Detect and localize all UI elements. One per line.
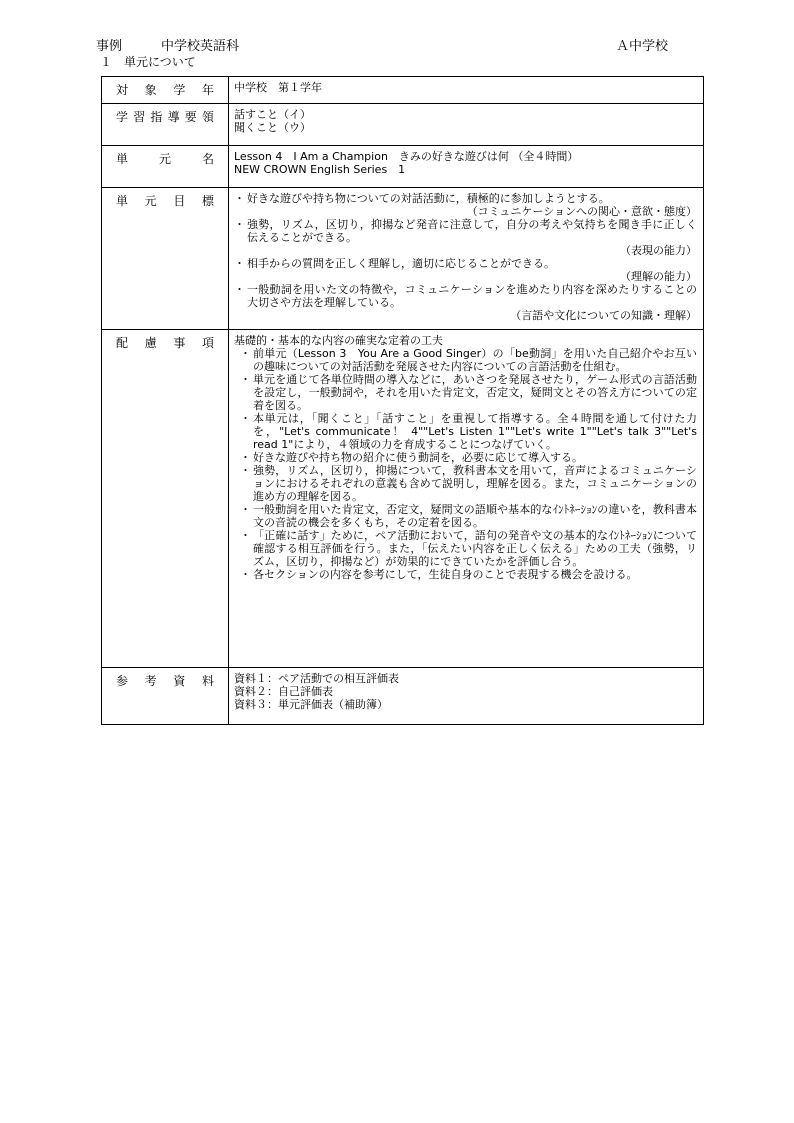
unit-textbook-line: NEW CROWN English Series 1 [234,163,406,176]
row-label-char: 名 [201,152,214,166]
row-materials [102,668,704,725]
consideration-item: ・ 前単元（Lesson 3 You Are a Good Singer）の「be動詞」を用いた自己紹介やお互いの趣味についての対話活動を発展させた内容についての言語活動を仕組む。 [240,347,697,373]
material-line: 資料１：ペア活動での相互評価表 [234,672,399,685]
row-label-char: 参 [116,674,129,688]
row-label-char: 項 [201,336,214,350]
consideration-item: ・ 単元を通じて各単位時間の導入などに，あいさつを発展させたり，ゲーム形式の言語活動を設定し，一般動詞や，それを用いた肯定文，否定文，疑問文とその答え方についての定着を図る。 [240,373,697,412]
consideration-item: ・ 一般動詞を用いた肯定文，否定文，疑問文の語順や基本的なｲﾝﾄﾈｰｼｮﾝの違いを，教科書本文の音読の機会を多くもち，その定着を図る。 [240,503,697,529]
row-label-char: 配 [116,336,129,350]
row-label-char: 領 [201,110,214,124]
row-considerations [102,330,704,668]
guideline-line: 聞くこと（ウ） [234,121,311,134]
row-label-char: 料 [201,674,214,688]
consideration-item: ・ 強勢，リズム，区切り，抑揚について，教科書本文を用いて，音声によるコミュニケーションにおけるそれぞれの意義も含めて説明し，理解を図る。また，コミュニケーションの進め方の理解を図る。 [240,464,697,503]
school-label: Ａ中学校 [616,39,669,54]
goal-viewpoint: （言語や文化についての知識・理解） [510,309,697,322]
row-label-char: 象 [144,83,157,97]
row-label-char: 元 [158,152,171,166]
row-label-char: 学 [173,83,186,97]
case-label: 事例 [96,39,123,54]
row-label-char: 指 [150,110,163,124]
row-label-char: 単 [116,194,129,208]
row-label-char: 導 [167,110,180,124]
row-label-char: 標 [201,194,214,208]
row-label-char: 慮 [144,336,157,350]
consideration-item: ・ 好きな遊びや持ち物の紹介に使う動詞を，必要に応じて導入する。 [240,451,697,464]
goal-text: ・ 強勢，リズム，区切り，抑揚など発音に注意して，自分の考えや気持ちを聞き手に正しく伝えることができる。 [234,218,697,244]
row-label-char: 考 [144,674,157,688]
unit-table [101,76,704,725]
material-line: 資料３：単元評価表（補助簿） [234,698,388,711]
row-guideline [102,104,704,146]
guideline-line: 話すこと（イ） [234,108,311,121]
row-label-char: 対 [116,83,129,97]
goal-item [234,192,697,218]
goal-text: ・ 相手からの質問を正しく理解し，適切に応じることができる。 [234,257,697,270]
row-label-char: 年 [201,83,214,97]
goal-viewpoint: （コミュニケーションへの関心・意欲・態度） [466,205,697,218]
row-target [102,77,704,104]
goal-item [234,283,697,322]
goal-item [234,257,697,283]
row-label [116,152,214,166]
row-label-char: 資 [173,674,186,688]
consideration-item: ・ 本単元は，「聞くこと」「話すこと」を重視して指導する。全４時間を通して付けた力を，"Let's communicate！ 4""Let's Listen 1""Let's write 1""Let's talk 3""Let's read 1"により，４領域の力を育成することにつなげていく。 [240,412,697,451]
subject-label: 中学校英語科 [161,39,240,54]
row-label-char: 学 [116,110,129,124]
row-label [116,194,214,208]
section-title: １ 単元について [100,55,196,69]
row-label [116,336,214,350]
target-grade: 中学校 第１学年 [234,81,322,94]
material-line: 資料２：自己評価表 [234,685,333,698]
consideration-item: ・ 各セクションの内容を参考にして，生徒自身のことで表現する機会を設ける。 [240,568,697,581]
row-label-char: 目 [173,194,186,208]
row-label-char: 習 [133,110,146,124]
row-label [116,83,214,97]
goal-viewpoint: （理解の能力） [620,270,697,283]
considerations-heading: 基礎的・基本的な内容の確実な定着の工夫 [234,334,443,347]
row-label [116,674,214,688]
goal-text: ・ 一般動詞を用いた文の特徴や，コミュニケーションを進めたり内容を深めたりすることの大切さや方法を理解している。 [234,283,697,309]
goal-viewpoint: （表現の能力） [620,244,697,257]
goal-text: ・ 好きな遊びや持ち物についての対話活動に，積極的に参加しようとする。 [234,192,697,205]
row-label-char: 要 [184,110,197,124]
consideration-item: ・ 「正確に話す」ために，ペア活動において，語句の発音や文の基本的なｲﾝﾄﾈｰｼｮﾝについて確認する相互評価を行う。また，「伝えたい内容を正しく伝える」ための工夫（強勢，リズム，区切り，抑揚など）が効果的にできていたかを評価し合う。 [240,529,697,568]
row-label [116,110,214,124]
goal-item [234,218,697,257]
row-label-char: 単 [116,152,129,166]
row-label-char: 事 [173,336,186,350]
unit-name-line: Lesson 4 I Am a Champion きみの好きな遊びは何 （全４時間） [234,150,579,163]
row-unit [102,146,704,188]
row-label-char: 元 [144,194,157,208]
row-goals [102,188,704,330]
